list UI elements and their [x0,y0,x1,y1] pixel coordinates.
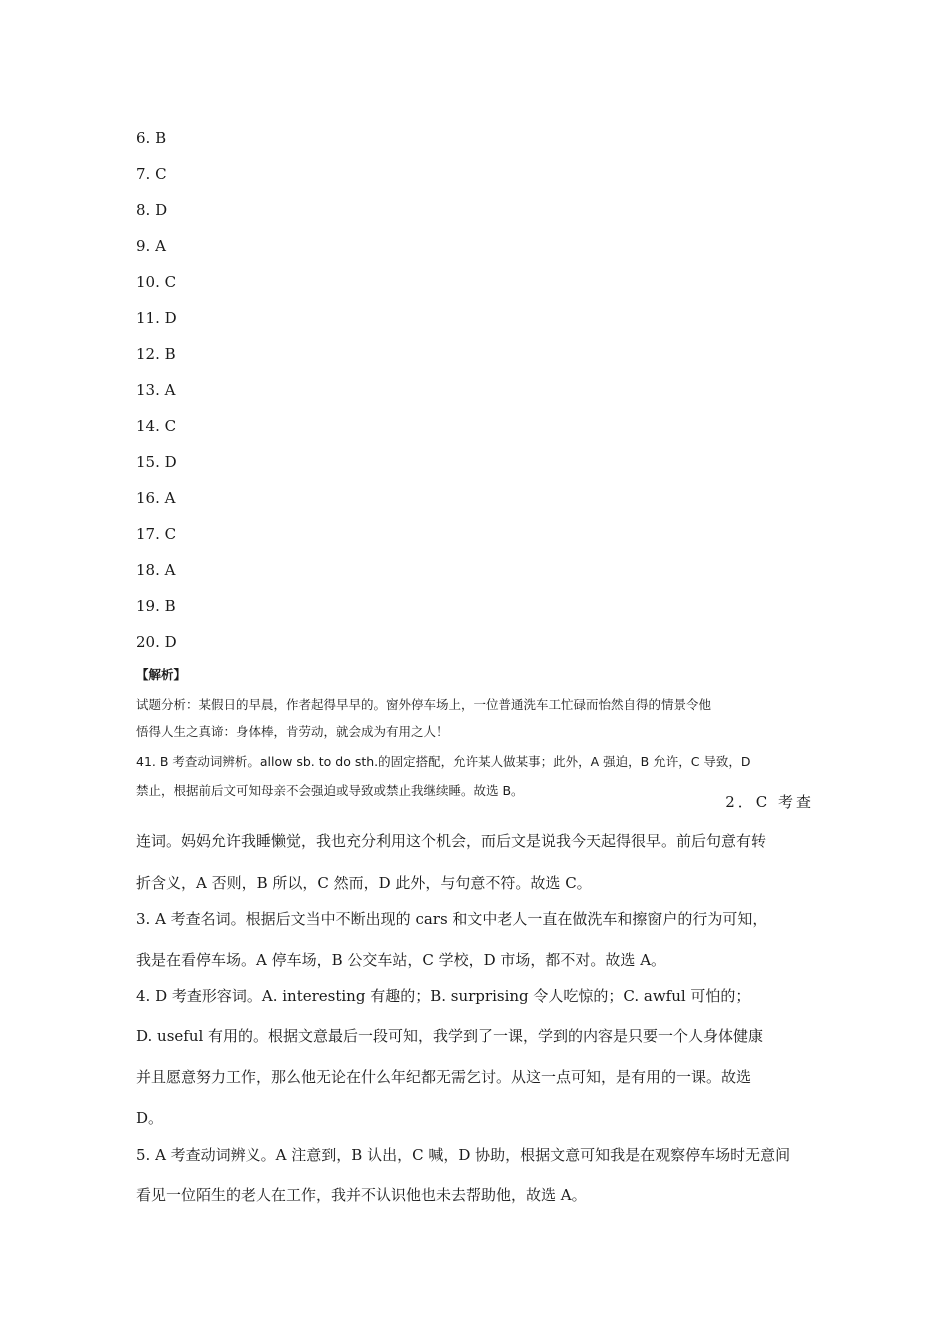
answer-item: 14. C [136,417,177,435]
answer-item: 13. A [136,381,176,399]
question-2-explanation-line: 连词。妈妈允许我睡懒觉，我也充分利用这个机会，而后文是说我今天起得很早。前后句意有转 [136,832,767,850]
answer-item: 18. A [136,561,176,579]
question-41-explanation-line: 41. B 考查动词辨析。allow sb. to do sth.的固定搭配，允许某人做某事；此外，A 强迫，B 允许，C 导致，D [136,754,751,769]
answer-item: 15. D [136,453,177,471]
answer-item: 12. B [136,345,176,363]
analysis-summary-line: 试题分析：某假日的早晨，作者起得早早的。窗外停车场上，一位普通洗车工忙碌而怡然自得的情景令他 [136,697,712,712]
question-4-explanation-line: D. useful 有用的。根据文意最后一段可知，我学到了一课，学到的内容是只要一个人身体健康 [136,1027,764,1045]
answer-item: 11. D [136,309,177,327]
answer-item: 20. D [136,633,177,651]
analysis-summary-line: 悟得人生之真谛：身体棒，肯劳动，就会成为有用之人！ [136,724,449,739]
question-3-explanation-line: 我是在看停车场。A 停车场，B 公交车站，C 学校，D 市场，都不对。故选 A。 [136,951,667,969]
question-3-explanation-line: 3. A 考查名词。根据后文当中不断出现的 cars 和文中老人一直在做洗车和擦窗户的行为可知， [136,910,768,928]
question-5-explanation-line: 5. A 考查动词辨义。A 注意到，B 认出，C 喊，D 协助，根据文意可知我是在观察停车场时无意间 [136,1146,791,1164]
question-41-explanation-line: 禁止，根据前后文可知母亲不会强迫或导致或禁止我继续睡。故选 B。 [136,783,524,798]
answer-item: 19. B [136,597,176,615]
answer-item: 10. C [136,273,177,291]
answer-item: 17. C [136,525,177,543]
answer-item: 7. C [136,165,167,183]
question-4-explanation-line: 并且愿意努力工作，那么他无论在什么年纪都无需乞讨。从这一点可知，是有用的一课。故选 [136,1068,752,1086]
answer-item: 16. A [136,489,176,507]
question-2-explanation-start: 2．C 考查 [725,793,814,811]
answer-item: 8. D [136,201,168,219]
answer-item: 6. B [136,129,167,147]
question-5-explanation-line: 看见一位陌生的老人在工作，我并不认识他也未去帮助他，故选 A。 [136,1186,587,1204]
question-4-explanation-line: D。 [136,1109,164,1127]
analysis-heading: 【解析】 [136,667,187,682]
question-2-explanation-line: 折含义，A 否则，B 所以，C 然而，D 此外，与句意不符。故选 C。 [136,874,592,892]
answer-item: 9. A [136,237,166,255]
question-4-explanation-line: 4. D 考查形容词。A. interesting 有趣的；B. surprising 令人吃惊的；C. awful 可怕的； [136,987,751,1005]
